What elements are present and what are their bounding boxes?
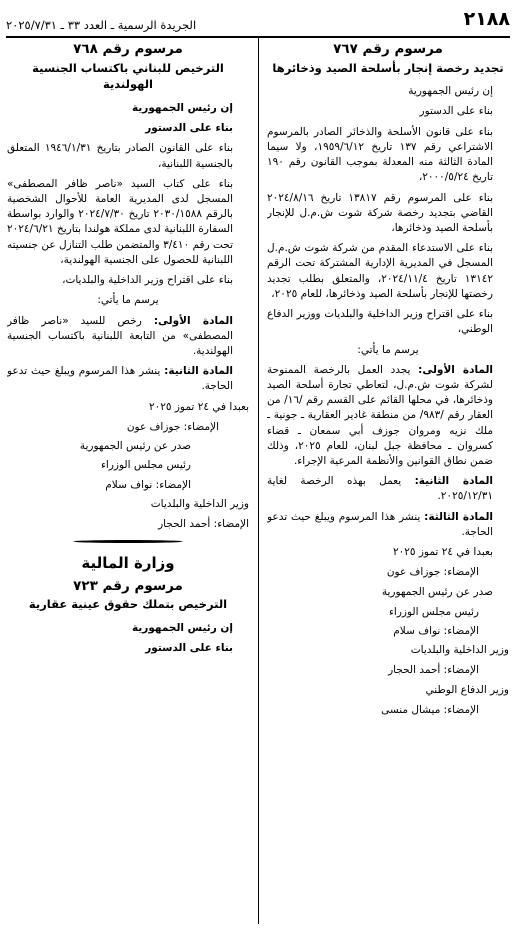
defense-minister-signature: الإمضاء: ميشال منسى [381, 703, 479, 716]
decree-date: بعبدا في ٢٤ تموز ٢٠٢٥ [392, 546, 493, 559]
left-column [7, 38, 249, 930]
article-text: ينشر هذا المرسوم ويبلغ حيث تدعو الحاجة. [267, 510, 493, 538]
pm-title: رئيس مجلس الوزراء [100, 459, 191, 472]
decrees-heading: يرسم ما يأتي: [357, 343, 419, 356]
interior-minister-signature: الإمضاء: أحمد الحجار [158, 517, 249, 530]
pm-title: رئيس مجلس الوزراء [388, 605, 479, 618]
ministry-heading: وزارة المالية [81, 554, 175, 573]
article-label: المادة الثانية: [164, 365, 233, 378]
preamble-constitution: بناء على الدستور [419, 105, 493, 118]
preamble-president: إن رئيس الجمهورية [408, 85, 493, 98]
recital-paragraph: بناء على الاستدعاء المقدم من شركة شوت ش.م.ل المسجل في المديرية الإدارية المشتركة تحت الرقم ١٣١٤٢ تاريخ ٢٠٢٤/١١/٤، والمتعلق بطلب تجديد رخصتها للإنجار بأسلحة الصيد وذخائرها، للعام ٢٠٢٥، [267, 242, 493, 300]
pm-signature: الإمضاء: نواف سلام [105, 478, 191, 491]
article-3 [267, 510, 509, 540]
column-divider [258, 38, 259, 924]
article-2 [7, 364, 249, 394]
article-text: يعمل بهذه الرخصة لغاية ٢٠٢٥/١٢/٣١. [267, 475, 493, 503]
interior-minister-title: وزير الداخلية والبلديات [150, 497, 249, 510]
decree-subject: الترخيص بتملك حقوق عينية عقارية [28, 597, 228, 612]
article-label: المادة الثالثة: [424, 510, 493, 523]
recital-paragraph: بناء على كتاب السيد «ناصر ظافر المصطفى» المسجل لدى المديرية العامة للأحوال الشخصية بالرقم ٢٠٣٠/١٥٨٨ تاريخ ٢٠٢٤/٧/٣٠ والوارد بواسطة السفارة اللبنانية لدى مملكة هولندا بتاريخ ٢٠٢٤/٦/٢١ تحت رقم ٣/٤١٠ والمتضمن طلب التنازل عن جنسيته اللبنانية للحصول على الجنسية الهولندية، [7, 177, 234, 266]
article-label: المادة الأولى: [153, 314, 233, 327]
recital-paragraph: بناء على اقتراح وزير الداخلية والبلديات ووزير الدفاع الوطني، [267, 308, 493, 336]
defense-minister-title: وزير الدفاع الوطني [425, 683, 509, 696]
running-head: الجريدة الرسمية ـ العدد ٣٣ ـ ٢٠٢٥/٧/٣١ [6, 18, 197, 33]
article-2 [267, 474, 509, 504]
page-number: ٢١٨٨ [463, 8, 510, 31]
decree-date: بعبدا في ٢٤ تموز ٢٠٢٥ [148, 400, 249, 413]
recital-paragraph: بناء على اقتراح وزير الداخلية والبلديات، [62, 274, 233, 287]
issued-by: صدر عن رئيس الجمهورية [381, 585, 493, 598]
article-label: المادة الثانية: [414, 475, 493, 488]
page-header [6, 6, 510, 38]
president-signature: الإمضاء: جوزاف عون [126, 420, 219, 433]
decree-subject: تجديد رخصة إنجار بأسلحة الصيد وذخائرها [272, 60, 504, 75]
decree-subject: الترخيص للبناني باكتساب الجنسية الهولندية [32, 60, 224, 92]
decree-title: مرسوم رقم ٧٦٨ [73, 41, 183, 57]
preamble-president: إن رئيس الجمهورية [131, 622, 233, 635]
preamble-president: إن رئيس الجمهورية [131, 101, 233, 114]
recital-paragraph: بناء على القانون الصادر بتاريخ ١٩٤٦/١/٣١ المتعلق بالجنسية اللبنانية، [7, 142, 233, 170]
interior-minister-signature: الإمضاء: أحمد الحجار [388, 664, 479, 677]
decree-title: مرسوم رقم ٧٢٣ [73, 577, 183, 594]
article-text: ينشر هذا المرسوم ويبلغ حيث تدعو الحاجة. [7, 365, 233, 393]
article-1 [7, 314, 249, 360]
article-text: رخص للسيد «ناصر ظافر المصطفى» من التابعة اللبنانية باكتساب الجنسية الهولندية. [7, 314, 233, 357]
pm-signature: الإمضاء: نواف سلام [393, 625, 479, 638]
right-column [267, 38, 509, 930]
article-label: المادة الأولى: [418, 363, 493, 376]
recital-paragraph: بناء على قانون الأسلحة والذخائر الصادر بالمرسوم الاشتراعي رقم ١٣٧ تاريخ ١٩٥٩/٦/١٢، ولا سيما المادة الثالثة منه المعدلة بموجب القانون رقم ١٩٠ تاريخ ٢٠٠٠/٥/٢٤، [267, 125, 493, 184]
article-1 [267, 363, 509, 470]
preamble-constitution: بناء على الدستور [145, 122, 233, 135]
president-signature: الإمضاء: جوزاف عون [386, 566, 479, 579]
preamble-constitution: بناء على الدستور [145, 642, 233, 655]
decree-title: مرسوم رقم ٧٦٧ [333, 41, 443, 57]
recital-paragraph: بناء على المرسوم رقم ١٣٨١٧ تاريخ ٢٠٢٤/٨/١٦ القاضي بتجديد رخصة شركة شوت ش.م.ل للإنجار بأسلحة الصيد وذخائرها، [267, 191, 493, 234]
interior-minister-title: وزير الداخلية والبلديات [410, 644, 509, 657]
issued-by: صدر عن رئيس الجمهورية [79, 440, 191, 453]
section-separator [73, 540, 183, 543]
decrees-heading: يرسم ما يأتي: [97, 294, 159, 307]
article-text: يجدد العمل بالرخصة الممنوحة لشركة شوت ش.م.ل، لتعاطي تجارة أسلحة الصيد وذخائرها، في محلها القائم على القسم رقم /١٦/ من العقار رقم /٩٨٣/ من منطقة غادير العقارية ـ جونية ـ ملك نزيه ومروان جوزف أبي سمعان ـ قضاء كسروان ـ محافظة جبل لبنان، للعام ٢٠٢٥، وذلك ضمن نطاق القوانين والأنظمة المرعية الإجراء. [267, 363, 493, 468]
